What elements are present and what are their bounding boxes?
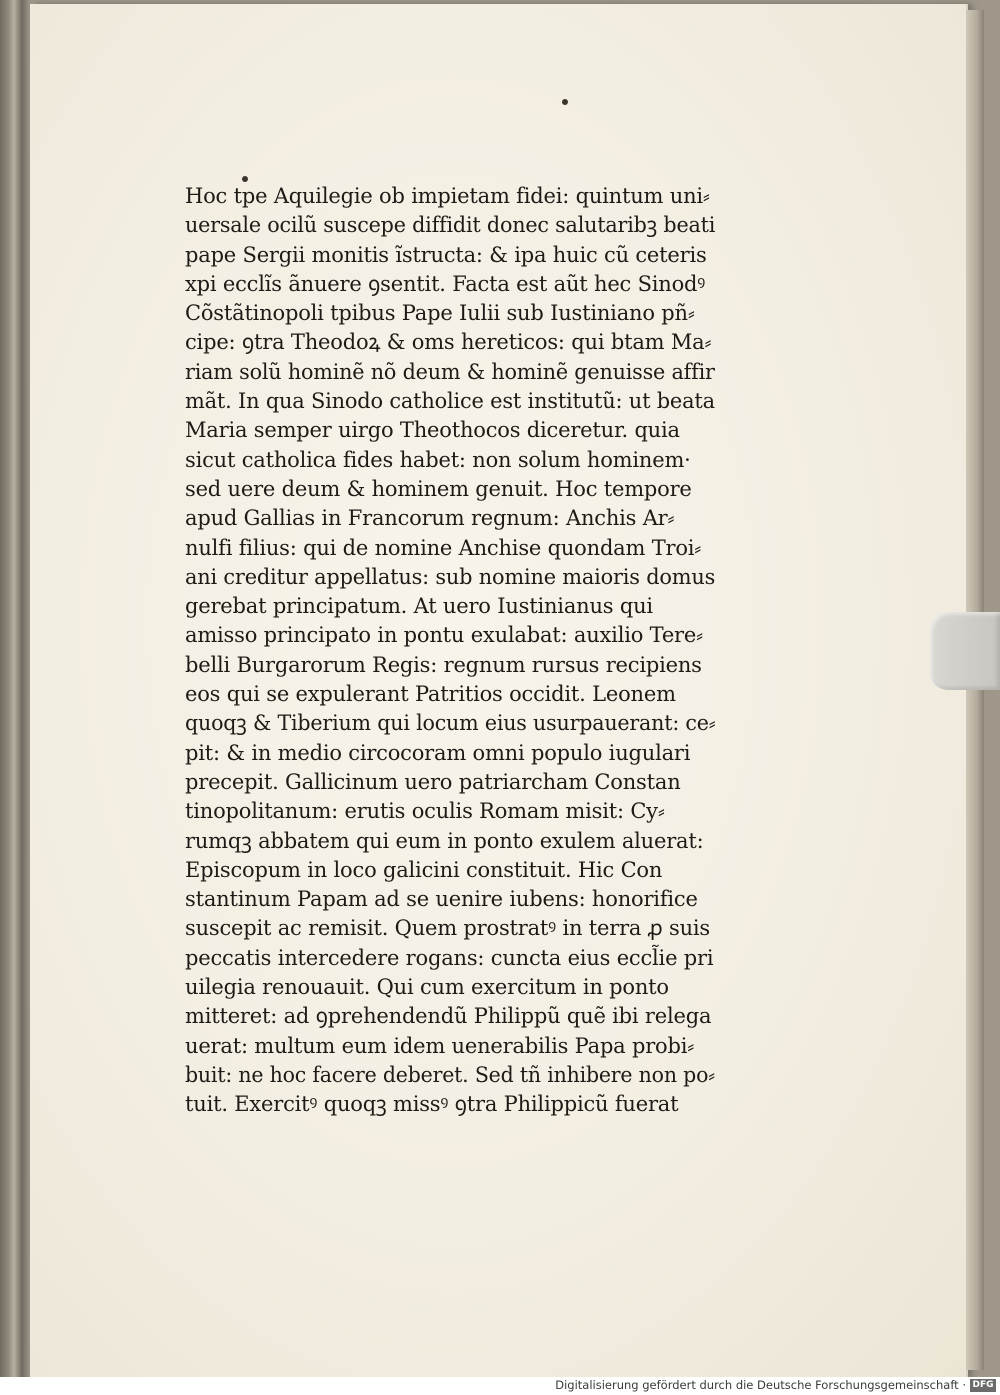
text-line: mitteret: ad ꝯprehendendũ Philippũ quẽ ibi relega (185, 1004, 712, 1029)
text-line: nulfi filius: qui de nomine Anchise quondam Troi⸗ (185, 535, 702, 560)
text-line: Cõstãtinopoli tpibus Pape Iulii sub Iustiniano pñ⸗ (185, 301, 695, 326)
text-line: tuit. Exercitꝰ quoqꝫ missꝰ ꝯtra Philippicũ fuerat (185, 1092, 679, 1117)
text-line: suscepit ac remisit. Quem prostratꝰ in terra ꝓ suis (185, 916, 710, 941)
text-line: stantinum Papam ad se uenire iubens: honorifice (185, 887, 698, 912)
text-block (185, 182, 715, 1120)
text-line: peccatis intercedere rogans: cuncta eius eccl̃ie pri (185, 945, 714, 970)
text-line: riam solũ hominẽ nõ deum & hominẽ genuisse affir (185, 359, 715, 384)
text-line: uersale ocilũ suscepe diffidit donec salutaribꝫ beati (185, 213, 716, 238)
text-line: xpi ecclĩs ãnuere ꝯsentit. Facta est aũt hec Sinodꝰ (185, 271, 706, 296)
text-line: uilegia renouauit. Qui cum exercitum in ponto (185, 975, 669, 1000)
page-tab-marker (930, 612, 1000, 690)
text-line: uerat: multum eum idem uenerabilis Papa probi⸗ (185, 1033, 695, 1058)
text-line: ani creditur appellatus: sub nomine maioris domus (185, 564, 716, 589)
text-line: Hoc tpe Aquilegie ob impietam fidei: quintum uni⸗ (185, 184, 710, 208)
text-line: pit: & in medio circocoram omni populo iugulari (185, 740, 691, 765)
page-edge-stack (966, 10, 984, 1370)
ink-speck (562, 99, 568, 105)
text-line: rumqꝫ abbatem qui eum in ponto exulem aluerat: (185, 828, 704, 853)
text-line: gerebat principatum. At uero Iustinianus qui (185, 594, 653, 619)
text-line: sed uere deum & hominem genuit. Hoc tempore (185, 476, 692, 501)
text-line: precepit. Gallicinum uero patriarcham Constan (185, 769, 681, 794)
text-line: buit: ne hoc facere deberet. Sed tñ inhibere non po⸗ (185, 1062, 715, 1087)
footer-bar (0, 1377, 1000, 1395)
text-line: mãt. In qua Sinodo catholice est institutũ: ut beata (185, 389, 715, 414)
dfg-logo-icon: DFG (970, 1379, 996, 1392)
text-line: pape Sergii monitis ĩstructa: & ipa huic cũ ceteris (185, 242, 707, 267)
text-line: sicut catholica fides habet: non solum hominem· (185, 447, 691, 472)
footer-credit: Digitalisierung gefördert durch die Deutsche Forschungsgemeinschaft · (555, 1378, 966, 1392)
text-line: eos qui se expulerant Patritios occidit. Leonem (185, 682, 676, 707)
text-line: apud Gallias in Francorum regnum: Anchis Ar⸗ (185, 506, 675, 531)
text-line: Episcopum in loco galicini constituit. Hic Con (185, 857, 663, 882)
text-line: tinopolitanum: erutis oculis Romam misit: Cy⸗ (185, 799, 665, 824)
text-line: quoqꝫ & Tiberium qui locum eius usurpauerant: ce⸗ (185, 711, 716, 736)
text-line: cipe: ꝯtra Theodoꝝ & oms hereticos: qui btam Ma⸗ (185, 330, 712, 355)
text-line: Maria semper uirgo Theothocos diceretur. quia (185, 418, 680, 443)
text-line: belli Burgarorum Regis: regnum rursus recipiens (185, 652, 702, 677)
text-line: amisso principato in pontu exulabat: auxilio Tere⸗ (185, 623, 703, 648)
